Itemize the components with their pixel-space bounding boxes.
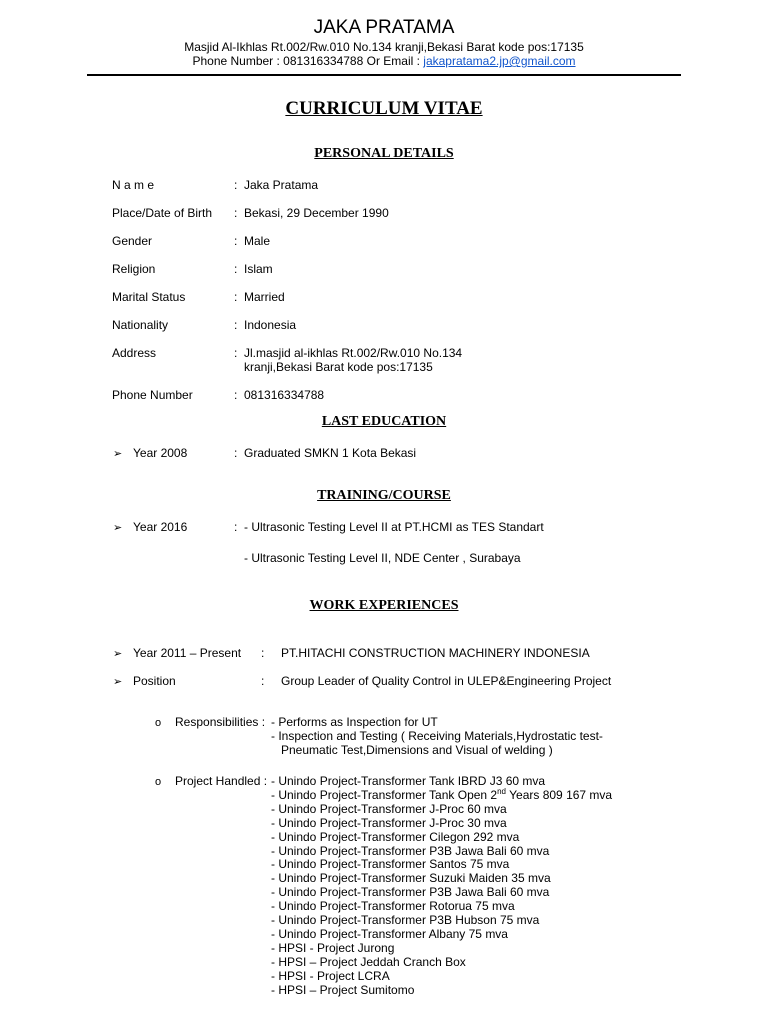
project-text: - Unindo Project-Transformer P3B Jawa Bali 60 mva — [271, 885, 550, 900]
project-item — [271, 941, 394, 955]
training-year: Year 2016 — [133, 520, 188, 534]
personal-colon: : — [234, 234, 238, 248]
personal-label: Gender — [112, 234, 153, 248]
project-item — [271, 927, 508, 941]
personal-label: Place/Date of Birth — [112, 206, 213, 220]
work-period: Year 2011 – Present — [133, 646, 242, 660]
personal-value: Married — [244, 290, 285, 304]
project-text: - Unindo Project-Transformer J-Proc 60 mva — [271, 801, 507, 816]
project-text: - Unindo Project-Transformer Albany 75 mva — [271, 926, 508, 941]
project-text: - Unindo Project-Transformer Tank IBRD J3 60 mva — [271, 774, 546, 788]
project-text: - Unindo Project-Transformer Tank Open 2 — [271, 787, 498, 802]
personal-colon: : — [234, 290, 238, 304]
project-text-tail: Years 809 167 mva — [506, 787, 613, 802]
section-heading-training: TRAINING/COURSE — [317, 488, 451, 503]
personal-colon: : — [234, 178, 238, 192]
project-text: - Unindo Project-Transformer Santos 75 mva — [271, 857, 510, 872]
personal-value: Jaka Pratama — [244, 178, 319, 192]
project-text: - HPSI – Project Sumitomo — [271, 982, 415, 997]
header-phone: Phone Number : 081316334788 Or Email : — [192, 54, 424, 68]
project-item — [271, 774, 545, 788]
project-text: - Unindo Project-Transformer P3B Hubson 75 mva — [271, 913, 540, 927]
project-item — [271, 802, 507, 816]
project-item — [271, 955, 466, 969]
header-contact — [0, 54, 768, 68]
header-divider — [87, 74, 681, 76]
project-text: - Unindo Project-Transformer Suzuki Maiden 35 mva — [271, 871, 551, 886]
document-title: CURRICULUM VITAE — [285, 98, 483, 119]
circle-bullet-icon: o — [155, 717, 162, 729]
training-item: - Ultrasonic Testing Level II, NDE Center , Surabaya — [244, 551, 521, 565]
project-text: - Unindo Project-Transformer P3B Jawa Bali 60 mva — [271, 843, 550, 858]
education-colon: : — [234, 446, 238, 460]
training-item: - Ultrasonic Testing Level II at PT.HCMI as TES Standart — [244, 520, 544, 534]
bullet-arrow-icon: ➢ — [113, 448, 123, 460]
project-item — [271, 857, 509, 871]
candidate-name: JAKA PRATAMA — [313, 17, 455, 38]
project-item — [271, 788, 612, 802]
personal-label: Marital Status — [112, 290, 186, 304]
personal-value: Jl.masjid al-ikhlas Rt.002/Rw.010 No.134 — [244, 346, 463, 360]
project-text: - Unindo Project-Transformer Rotorua 75 mva — [271, 899, 515, 914]
personal-value: Bekasi, 29 December 1990 — [244, 206, 389, 220]
personal-colon: : — [234, 318, 238, 332]
header-address: Masjid Al-Ikhlas Rt.002/Rw.010 No.134 kranji,Bekasi Barat kode pos:17135 — [184, 40, 584, 54]
project-item — [271, 969, 390, 983]
personal-value-continued: kranji,Bekasi Barat kode pos:17135 — [244, 360, 433, 374]
work-company: PT.HITACHI CONSTRUCTION MACHINERY INDONESIA — [281, 646, 590, 660]
personal-label: Address — [112, 346, 157, 360]
position-colon: : — [261, 674, 265, 688]
education-value: Graduated SMKN 1 Kota Bekasi — [244, 446, 417, 460]
section-heading-education: LAST EDUCATION — [321, 414, 447, 429]
project-item — [271, 871, 551, 885]
project-item — [271, 830, 519, 844]
responsibility-item: Pneumatic Test,Dimensions and Visual of welding ) — [271, 743, 553, 757]
personal-colon: : — [234, 206, 238, 220]
project-text: - HPSI – Project Jeddah Cranch Box — [271, 954, 466, 969]
ordinal-suffix: nd — [497, 786, 507, 796]
personal-colon: : — [234, 388, 238, 402]
section-heading-work: WORK EXPERIENCES — [309, 598, 459, 613]
personal-colon: : — [234, 262, 238, 276]
education-year: Year 2008 — [133, 446, 188, 460]
personal-label: Nationality — [112, 318, 169, 332]
position-value: Group Leader of Quality Control in ULEP&Engineering Project — [281, 674, 612, 688]
bullet-arrow-icon: ➢ — [113, 522, 123, 534]
project-text: - Unindo Project-Transformer Cilegon 292 mva — [271, 829, 520, 844]
position-label: Position — [133, 674, 176, 688]
personal-value: Male — [244, 234, 271, 248]
project-item — [271, 885, 549, 899]
responsibility-item: - Inspection and Testing ( Receiving Materials,Hydrostatic test- — [271, 729, 603, 743]
bullet-arrow-icon: ➢ — [113, 676, 123, 688]
work-colon: : — [261, 646, 265, 660]
project-item — [271, 983, 414, 997]
personal-colon: : — [234, 346, 238, 360]
email-link[interactable]: jakapratama2.jp@gmail.com — [423, 54, 576, 68]
project-text: - HPSI - Project Jurong — [271, 940, 395, 955]
projects-label: Project Handled : — [175, 774, 268, 788]
project-item — [271, 844, 549, 858]
responsibilities-label: Responsibilities : — [175, 715, 266, 729]
training-colon: : — [234, 520, 238, 534]
project-item — [271, 816, 507, 830]
project-item — [271, 899, 515, 913]
project-text: - Unindo Project-Transformer J-Proc 30 mva — [271, 815, 507, 830]
section-heading-personal: PERSONAL DETAILS — [314, 146, 454, 161]
project-item — [271, 913, 539, 927]
personal-label: N a m e — [112, 178, 155, 192]
personal-value: 081316334788 — [244, 388, 325, 402]
circle-bullet-icon: o — [155, 776, 162, 788]
personal-value: Islam — [244, 262, 273, 276]
responsibility-item: - Performs as Inspection for UT — [271, 715, 438, 729]
project-text: - HPSI - Project LCRA — [271, 968, 390, 983]
personal-value: Indonesia — [244, 318, 297, 332]
bullet-arrow-icon: ➢ — [113, 648, 123, 660]
personal-label: Religion — [112, 262, 156, 276]
personal-label: Phone Number — [112, 388, 193, 402]
